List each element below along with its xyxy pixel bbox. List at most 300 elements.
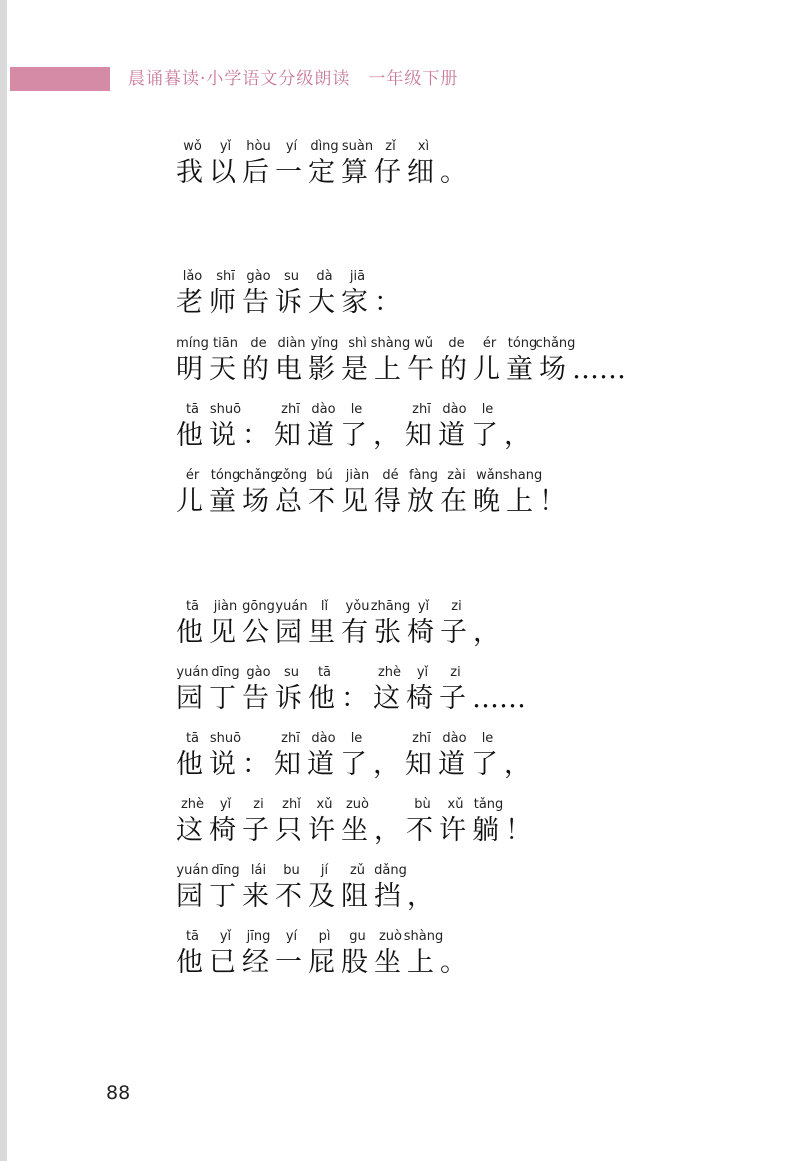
punctuation: ， bbox=[374, 815, 401, 846]
character-with-pinyin bbox=[407, 469, 440, 518]
character-with-pinyin bbox=[504, 403, 536, 452]
pinyin: zhī bbox=[412, 402, 431, 417]
hanzi: 我 bbox=[176, 157, 203, 188]
character-with-pinyin bbox=[209, 337, 242, 386]
pinyin: su bbox=[283, 665, 300, 680]
character-with-pinyin bbox=[374, 469, 407, 518]
pinyin: xì bbox=[417, 139, 430, 154]
hanzi: 来 bbox=[242, 881, 269, 912]
character-with-pinyin bbox=[209, 864, 242, 913]
pinyin: yuán bbox=[275, 599, 308, 614]
hanzi: 总 bbox=[275, 486, 302, 517]
hanzi: 算 bbox=[341, 157, 368, 188]
pinyin: dīng bbox=[211, 665, 240, 680]
pinyin: ér bbox=[185, 468, 200, 483]
pinyin: su bbox=[283, 269, 300, 284]
character-with-pinyin bbox=[275, 600, 308, 649]
pinyin: bu bbox=[283, 863, 300, 878]
character-with-pinyin bbox=[440, 930, 472, 979]
character-with-pinyin bbox=[506, 337, 539, 386]
header-color-bar bbox=[10, 67, 110, 91]
hanzi: 告 bbox=[242, 683, 269, 714]
hanzi: 及 bbox=[308, 881, 335, 912]
poem-line bbox=[176, 666, 532, 718]
pinyin: zhè bbox=[377, 665, 402, 680]
character-with-pinyin bbox=[176, 732, 209, 781]
punctuation: ： bbox=[374, 287, 401, 318]
hanzi: 仔 bbox=[374, 157, 401, 188]
hanzi: 子 bbox=[439, 683, 466, 714]
character-with-pinyin bbox=[307, 732, 340, 781]
character-with-pinyin bbox=[238, 468, 279, 518]
character-with-pinyin bbox=[440, 337, 473, 386]
character-with-pinyin bbox=[275, 270, 308, 319]
poem-line bbox=[176, 600, 505, 652]
hanzi: 里 bbox=[308, 617, 335, 648]
hanzi: 知 bbox=[274, 749, 301, 780]
character-with-pinyin bbox=[209, 600, 242, 649]
hanzi: 这 bbox=[373, 683, 400, 714]
pinyin: dīng bbox=[211, 863, 240, 878]
hanzi: 儿 bbox=[176, 486, 203, 517]
character-with-pinyin bbox=[209, 798, 242, 847]
hanzi: 不 bbox=[275, 881, 302, 912]
pinyin: wǔ bbox=[414, 336, 433, 351]
pinyin: tā bbox=[185, 731, 200, 746]
hanzi: 股 bbox=[341, 947, 368, 978]
punctuation: …… bbox=[472, 683, 526, 714]
pinyin: suàn bbox=[341, 139, 374, 154]
character-with-pinyin bbox=[341, 469, 374, 518]
hanzi: 道 bbox=[438, 420, 465, 451]
pinyin: zhāng bbox=[370, 599, 411, 614]
pinyin: dào bbox=[442, 402, 467, 417]
hanzi: 一 bbox=[275, 157, 302, 188]
character-with-pinyin bbox=[176, 469, 209, 518]
character-with-pinyin bbox=[209, 270, 242, 319]
hanzi: 上 bbox=[374, 354, 401, 385]
pinyin: zi bbox=[450, 665, 461, 680]
hanzi: 以 bbox=[209, 157, 236, 188]
character-with-pinyin bbox=[440, 469, 473, 518]
character-with-pinyin bbox=[341, 337, 374, 386]
character-with-pinyin bbox=[373, 403, 405, 452]
punctuation: …… bbox=[572, 354, 626, 385]
hanzi: 屁 bbox=[308, 947, 335, 978]
character-with-pinyin bbox=[176, 666, 209, 715]
character-with-pinyin bbox=[242, 798, 275, 847]
pinyin: lǐ bbox=[320, 599, 329, 614]
character-with-pinyin bbox=[242, 930, 275, 979]
pinyin: zi bbox=[253, 797, 264, 812]
character-with-pinyin bbox=[535, 336, 576, 386]
page-number: 88 bbox=[106, 1082, 131, 1104]
pinyin: shàng bbox=[370, 336, 411, 351]
hanzi: 的 bbox=[440, 354, 467, 385]
pinyin: zài bbox=[447, 468, 466, 483]
poem-line bbox=[176, 732, 536, 784]
character-with-pinyin bbox=[374, 270, 406, 319]
character-with-pinyin bbox=[471, 732, 504, 781]
pinyin: tā bbox=[317, 665, 332, 680]
pinyin: yǐ bbox=[219, 929, 232, 944]
punctuation: ， bbox=[407, 881, 434, 912]
hanzi: 老 bbox=[176, 287, 203, 318]
pinyin: dé bbox=[382, 468, 399, 483]
hanzi: 椅 bbox=[406, 683, 433, 714]
hanzi: 是 bbox=[341, 354, 368, 385]
pinyin: wǒ bbox=[183, 139, 202, 154]
character-with-pinyin bbox=[374, 798, 406, 847]
hanzi: 明 bbox=[176, 354, 203, 385]
hanzi: 椅 bbox=[407, 617, 434, 648]
punctuation: ！ bbox=[539, 486, 566, 517]
pinyin: zhī bbox=[412, 731, 431, 746]
punctuation: ！ bbox=[505, 815, 532, 846]
character-with-pinyin bbox=[274, 403, 307, 452]
pinyin: de bbox=[250, 336, 267, 351]
pinyin: jiàn bbox=[345, 468, 370, 483]
hanzi: 园 bbox=[275, 617, 302, 648]
character-with-pinyin bbox=[209, 140, 242, 189]
pinyin: gu bbox=[349, 929, 366, 944]
character-with-pinyin bbox=[473, 337, 506, 386]
hanzi: 晚 bbox=[473, 486, 500, 517]
character-with-pinyin bbox=[176, 140, 209, 189]
punctuation: 。 bbox=[440, 947, 467, 978]
character-with-pinyin bbox=[403, 929, 444, 979]
hanzi: 了 bbox=[471, 420, 498, 451]
character-with-pinyin bbox=[209, 469, 242, 518]
hanzi: 定 bbox=[308, 157, 335, 188]
hanzi: 上 bbox=[506, 486, 533, 517]
hanzi: 上 bbox=[407, 947, 434, 978]
pinyin: zǐ bbox=[385, 139, 396, 154]
pinyin: bú bbox=[316, 468, 333, 483]
hanzi: 午 bbox=[407, 354, 434, 385]
pinyin: jiā bbox=[349, 269, 366, 284]
hanzi: 经 bbox=[242, 947, 269, 978]
character-with-pinyin bbox=[176, 403, 209, 452]
character-with-pinyin bbox=[209, 403, 242, 452]
pinyin: gōng bbox=[242, 599, 275, 614]
character-with-pinyin bbox=[341, 798, 374, 847]
punctuation: 。 bbox=[440, 157, 467, 188]
punctuation: ： bbox=[242, 420, 269, 451]
hanzi: 只 bbox=[275, 815, 302, 846]
character-with-pinyin bbox=[572, 337, 632, 386]
character-with-pinyin bbox=[373, 666, 406, 715]
character-with-pinyin bbox=[308, 140, 341, 189]
character-with-pinyin bbox=[209, 930, 242, 979]
character-with-pinyin bbox=[242, 666, 275, 715]
pinyin: tóng bbox=[210, 468, 241, 483]
hanzi: 天 bbox=[209, 354, 236, 385]
character-with-pinyin bbox=[242, 864, 275, 913]
character-with-pinyin bbox=[308, 270, 341, 319]
character-with-pinyin bbox=[242, 140, 275, 189]
pinyin: yí bbox=[285, 139, 298, 154]
poem-line bbox=[176, 337, 632, 389]
punctuation: ， bbox=[473, 617, 500, 648]
character-with-pinyin bbox=[405, 403, 438, 452]
hanzi: 道 bbox=[307, 749, 334, 780]
pinyin: yǒu bbox=[345, 599, 370, 614]
hanzi: 躺 bbox=[472, 815, 499, 846]
character-with-pinyin bbox=[242, 600, 275, 649]
hanzi: 子 bbox=[440, 617, 467, 648]
hanzi: 童 bbox=[506, 354, 533, 385]
pinyin: le bbox=[350, 731, 363, 746]
hanzi: 知 bbox=[274, 420, 301, 451]
character-with-pinyin bbox=[471, 403, 504, 452]
character-with-pinyin bbox=[176, 270, 209, 319]
character-with-pinyin bbox=[439, 798, 472, 847]
character-with-pinyin bbox=[275, 337, 308, 386]
poem-line bbox=[176, 798, 537, 850]
character-with-pinyin bbox=[341, 930, 374, 979]
hanzi: 阻 bbox=[341, 881, 368, 912]
hanzi: 家 bbox=[341, 287, 368, 318]
character-with-pinyin bbox=[373, 732, 405, 781]
pinyin: de bbox=[448, 336, 465, 351]
character-with-pinyin bbox=[209, 732, 242, 781]
character-with-pinyin bbox=[472, 798, 505, 847]
poem-line bbox=[176, 140, 472, 192]
pinyin: yǐ bbox=[416, 665, 429, 680]
character-with-pinyin bbox=[370, 599, 411, 649]
hanzi: 这 bbox=[176, 815, 203, 846]
hanzi: 告 bbox=[242, 287, 269, 318]
pinyin: chǎng bbox=[238, 468, 279, 483]
hanzi: 已 bbox=[209, 947, 236, 978]
pinyin: hòu bbox=[246, 139, 271, 154]
pinyin: xǔ bbox=[447, 797, 464, 812]
pinyin: dào bbox=[442, 731, 467, 746]
pinyin: zi bbox=[451, 599, 462, 614]
pinyin: lǎo bbox=[182, 269, 203, 284]
hanzi: 他 bbox=[176, 749, 203, 780]
pinyin: yǐ bbox=[417, 599, 430, 614]
character-with-pinyin bbox=[341, 864, 374, 913]
character-with-pinyin bbox=[438, 732, 471, 781]
hanzi: 的 bbox=[242, 354, 269, 385]
hanzi: 张 bbox=[374, 617, 401, 648]
character-with-pinyin bbox=[176, 864, 209, 913]
character-with-pinyin bbox=[176, 600, 209, 649]
character-with-pinyin bbox=[209, 666, 242, 715]
character-with-pinyin bbox=[308, 600, 341, 649]
hanzi: 不 bbox=[308, 486, 335, 517]
hanzi: 电 bbox=[275, 354, 302, 385]
pinyin: shuō bbox=[209, 402, 242, 417]
hanzi: 坐 bbox=[374, 947, 401, 978]
character-with-pinyin bbox=[341, 666, 373, 715]
hanzi: 园 bbox=[176, 881, 203, 912]
hanzi: 细 bbox=[407, 157, 434, 188]
pinyin: tǎng bbox=[473, 797, 504, 812]
hanzi: 一 bbox=[275, 947, 302, 978]
hanzi: 见 bbox=[341, 486, 368, 517]
pinyin: le bbox=[481, 731, 494, 746]
pinyin: yí bbox=[285, 929, 298, 944]
character-with-pinyin bbox=[407, 864, 439, 913]
hanzi: 公 bbox=[242, 617, 269, 648]
character-with-pinyin bbox=[440, 600, 473, 649]
character-with-pinyin bbox=[176, 798, 209, 847]
hanzi: 了 bbox=[340, 420, 367, 451]
hanzi: 得 bbox=[374, 486, 401, 517]
character-with-pinyin bbox=[504, 732, 536, 781]
character-with-pinyin bbox=[502, 468, 543, 518]
hanzi: 许 bbox=[439, 815, 466, 846]
hanzi: 园 bbox=[176, 683, 203, 714]
character-with-pinyin bbox=[274, 732, 307, 781]
pinyin: jīng bbox=[246, 929, 271, 944]
pinyin: zuò bbox=[345, 797, 370, 812]
pinyin: shang bbox=[502, 468, 543, 483]
hanzi: 他 bbox=[176, 947, 203, 978]
punctuation: ， bbox=[504, 420, 531, 451]
page-spine-edge bbox=[0, 0, 7, 1161]
pinyin: zhī bbox=[281, 731, 300, 746]
character-with-pinyin bbox=[275, 864, 308, 913]
pinyin: zǒng bbox=[275, 468, 308, 483]
pinyin: bù bbox=[414, 797, 431, 812]
character-with-pinyin bbox=[405, 732, 438, 781]
character-with-pinyin bbox=[407, 140, 440, 189]
pinyin: dǎng bbox=[374, 863, 407, 878]
character-with-pinyin bbox=[407, 337, 440, 386]
pinyin: dìng bbox=[310, 139, 339, 154]
pinyin: wǎn bbox=[476, 468, 503, 483]
character-with-pinyin bbox=[340, 732, 373, 781]
character-with-pinyin bbox=[308, 864, 341, 913]
hanzi: 他 bbox=[176, 617, 203, 648]
character-with-pinyin bbox=[275, 930, 308, 979]
hanzi: 放 bbox=[407, 486, 434, 517]
character-with-pinyin bbox=[275, 666, 308, 715]
character-with-pinyin bbox=[472, 666, 532, 715]
hanzi: 他 bbox=[176, 420, 203, 451]
hanzi: 说 bbox=[209, 420, 236, 451]
character-with-pinyin bbox=[370, 336, 411, 386]
character-with-pinyin bbox=[308, 469, 341, 518]
character-with-pinyin bbox=[539, 469, 571, 518]
character-with-pinyin bbox=[505, 798, 537, 847]
pinyin: yuán bbox=[176, 665, 209, 680]
character-with-pinyin bbox=[308, 798, 341, 847]
pinyin: yǐng bbox=[310, 336, 339, 351]
character-with-pinyin bbox=[275, 798, 308, 847]
poem-line bbox=[176, 270, 406, 322]
pinyin: fàng bbox=[408, 468, 439, 483]
pinyin: gào bbox=[246, 269, 271, 284]
pinyin: le bbox=[350, 402, 363, 417]
pinyin: ér bbox=[482, 336, 497, 351]
pinyin: tóng bbox=[507, 336, 538, 351]
character-with-pinyin bbox=[308, 666, 341, 715]
character-with-pinyin bbox=[473, 600, 505, 649]
hanzi: 童 bbox=[209, 486, 236, 517]
character-with-pinyin bbox=[307, 403, 340, 452]
character-with-pinyin bbox=[275, 140, 308, 189]
character-with-pinyin bbox=[440, 140, 472, 189]
character-with-pinyin bbox=[374, 930, 407, 979]
character-with-pinyin bbox=[439, 666, 472, 715]
pinyin: shàng bbox=[403, 929, 444, 944]
pinyin: shī bbox=[216, 269, 235, 284]
pinyin: shuō bbox=[209, 731, 242, 746]
pinyin: dà bbox=[316, 269, 333, 284]
character-with-pinyin bbox=[374, 864, 407, 913]
pinyin: zhī bbox=[281, 402, 300, 417]
character-with-pinyin bbox=[308, 337, 341, 386]
hanzi: 坐 bbox=[341, 815, 368, 846]
hanzi: 有 bbox=[341, 617, 368, 648]
poem-line bbox=[176, 930, 472, 982]
character-with-pinyin bbox=[406, 798, 439, 847]
pinyin: tā bbox=[185, 929, 200, 944]
pinyin: diàn bbox=[277, 336, 306, 351]
hanzi: 丁 bbox=[209, 683, 236, 714]
hanzi: 子 bbox=[242, 815, 269, 846]
punctuation: ， bbox=[373, 749, 400, 780]
hanzi: 说 bbox=[209, 749, 236, 780]
pinyin: gào bbox=[246, 665, 271, 680]
pinyin: dào bbox=[311, 402, 336, 417]
pinyin: zuò bbox=[378, 929, 403, 944]
punctuation: ， bbox=[373, 420, 400, 451]
punctuation: ： bbox=[341, 683, 368, 714]
character-with-pinyin bbox=[242, 403, 274, 452]
pinyin: zhè bbox=[180, 797, 205, 812]
pinyin: tā bbox=[185, 599, 200, 614]
character-with-pinyin bbox=[438, 403, 471, 452]
hanzi: 他 bbox=[308, 683, 335, 714]
hanzi: 椅 bbox=[209, 815, 236, 846]
character-with-pinyin bbox=[407, 600, 440, 649]
pinyin: jiàn bbox=[213, 599, 238, 614]
pinyin: zǔ bbox=[349, 863, 366, 878]
pinyin: chǎng bbox=[535, 336, 576, 351]
punctuation: ： bbox=[242, 749, 269, 780]
hanzi: 见 bbox=[209, 617, 236, 648]
pinyin: le bbox=[481, 402, 494, 417]
pinyin: xǔ bbox=[316, 797, 333, 812]
hanzi: 知 bbox=[405, 420, 432, 451]
pinyin: yuán bbox=[176, 863, 209, 878]
character-with-pinyin bbox=[242, 270, 275, 319]
hanzi: 诉 bbox=[275, 287, 302, 318]
poem-line bbox=[176, 864, 439, 916]
character-with-pinyin bbox=[406, 666, 439, 715]
hanzi: 了 bbox=[471, 749, 498, 780]
character-with-pinyin bbox=[341, 600, 374, 649]
pinyin: yǐ bbox=[219, 139, 232, 154]
pinyin: tiān bbox=[213, 336, 238, 351]
hanzi: 挡 bbox=[374, 881, 401, 912]
punctuation: ， bbox=[504, 749, 531, 780]
hanzi: 后 bbox=[242, 157, 269, 188]
character-with-pinyin bbox=[176, 930, 209, 979]
pinyin: zhǐ bbox=[282, 797, 301, 812]
hanzi: 大 bbox=[308, 287, 335, 318]
character-with-pinyin bbox=[275, 469, 308, 518]
header-title: 晨诵暮读·小学语文分级朗读 一年级下册 bbox=[128, 69, 459, 89]
hanzi: 不 bbox=[406, 815, 433, 846]
character-with-pinyin bbox=[374, 140, 407, 189]
